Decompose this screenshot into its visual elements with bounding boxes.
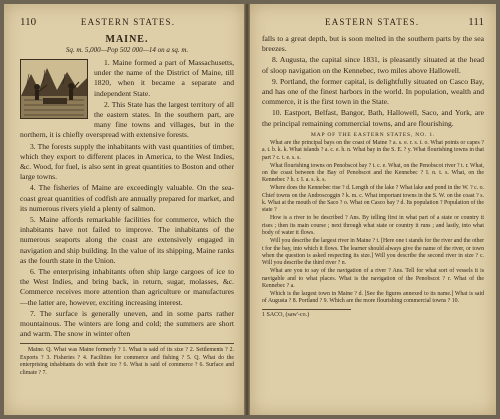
map-question-6: What are you to say of the navigation of a river ? Ans. Tell for what sort of vessels it is navigable and to what places. What is the navigation of the Penobscot ? r. What of the Kennebec ? a. <box>262 268 484 290</box>
review-questions: Maine. Q. What was Maine formerly ? 1. What is said of its size ? 2. Settlements ? 2. Exports ? 3. Fisheries ? 4. Facilities for commerce and fishing ? 5. Q. What do the enterprising inhabitants do with their ice ? 6. What is said of commerce ? 6. Surface and climate ? 7. <box>20 347 234 376</box>
section-subtitle: Sq. m. 5,000—Pop 502 000—14 on a sq. m. <box>65 46 189 54</box>
map-question-5: Will you describe the largest river in Maine ? t. [Here one t stands for the river and the other t for the bay, into which it flows. The learner should always give the name of the river, or town when the question is asked respecting its size.] Will you describe the second river in size ? c. Will you describe the third river ? n. <box>262 238 484 267</box>
left-paragraph-2: 2. This State has the largest territory of all the eastern states. In the southern part, are many fine towns and villages, but in the northern, it is chiefly overspread with extensive forests. <box>20 99 234 140</box>
left-paragraph-7: 7. The surface is generally uneven, and in some parts rather mountainous. The winters are long and cold; the summers are short and warm. The snow in winter often <box>20 308 234 339</box>
running-head-right: EASTERN STATES. <box>325 17 420 27</box>
right-paragraph-4: 10. Eastport, Belfast, Bangor, Bath, Hallowell, Saco, and York, are the principal remaining commercial towns, and are flourishing. <box>262 108 484 128</box>
map-question-7: Which is the largest town in Maine ? d. [See the figures annexed to its name.] What is said of Augusta ? 8. Portland ? 9. Which are the more flourishing commercial towns ? 10. <box>262 290 484 305</box>
left-paragraph-3: 3. The forests supply the inhabitants with vast quantities of timber, which they export to different places in America, to the West Indies, &c. Wood, for fuel, is also sent in great quantities to Boston and other large towns. <box>20 141 234 182</box>
right-paragraph-2: 8. Augusta, the capital since 1831, is pleasantly situated at the head of sloop navigation on the Kennebec, two miles above Hallowell. <box>262 55 484 75</box>
engraving-of-lumbermen-icon <box>20 59 88 119</box>
right-running-head <box>262 16 484 28</box>
map-questions <box>262 140 484 306</box>
left-body <box>20 58 234 339</box>
map-question-3: Where does the Kennebec rise ? d. Length of the lake ? What lake and pond in the W. ? c. o. Chief towns on the Androscoggin ? k. m. c. What important towns in the S. W. on the coast ? s. k. What at the mouth of the Saco ? o. What on Casco bay ? d. Its population ? Population of the state ? <box>262 185 484 214</box>
right-page <box>250 4 496 415</box>
section-title: MAINE. <box>105 34 149 45</box>
questions-divider <box>20 343 234 344</box>
footnote: 1 SACO, (saw'-co.) <box>262 311 310 318</box>
right-paragraph-1: falls to a great depth, but is soon melted in the southern parts by the sea breezes. <box>262 34 484 54</box>
right-paragraph-3: 9. Portland, the former capital, is delightfully situated on Casco Bay, and has one of the finest harbors in the world. In population, wealth and commerce, it is the first town in the State. <box>262 76 484 107</box>
left-page <box>4 4 244 415</box>
left-paragraph-4: 4. The fisheries of Maine are exceedingly valuable. On the sea-coast great quantities of codfish are annually prepared for market, and its numerous rivers yield a plenty of salmon. <box>20 183 234 213</box>
map-question-1: What are the principal bays on the coast of Maine ? a. s. e. r. s. t. o. What points or capes ? a. t. b. k. k. What islands ? a. c. e. h. n. What bay in the S. E. ? y. What flourishing towns in that part ? c. t. e. s. s. <box>262 139 484 161</box>
map-question-2: What flourishing towns on Penobscot bay ? t. c. e. What, on the Penobscot river ? t. r. What, on the coast between the Bay of Penobscot and the Kennebec ? I. n. t. s. What, on the Kennebec ? h. r. I. a. s. k. s. <box>262 162 484 184</box>
page-number-right: 111 <box>468 16 484 28</box>
left-paragraph-1: 1. Maine formed a part of Massachusetts, under the name of the District of Maine, till 1820, when it became a separate and independent State. <box>94 58 234 98</box>
page-number-left: 110 <box>20 16 37 28</box>
right-body <box>262 34 484 129</box>
left-questions <box>20 347 234 377</box>
map-question-4: How is a river to be described ? Ans. By telling first in what part of a state or country it rises ; then its main course ; next through what state or country it runs ; and lastly, into what body of water it flows. <box>262 215 484 237</box>
left-running-head <box>20 16 234 28</box>
left-paragraph-6: 6. The enterprising inhabitants often ship large cargoes of ice to the West Indies, and bring back, in return, sugar, molasses, &c. Commerce receives more attention than agriculture or manufactures—the latter are, however, exciting increasing interest. <box>20 267 234 307</box>
map-heading: MAP OF THE EASTERN STATES, NO. 1. <box>310 131 436 138</box>
left-paragraph-5: 5. Maine affords remarkable facilities for commerce, which the inhabitants have not failed to improve. The inhabitants of the numerous seaports along the coast are extensively engaged in navigation and ship building. In the value of its shipping, Maine ranks as the fourth state in the Union. <box>20 215 234 265</box>
running-head-left: EASTERN STATES. <box>80 17 176 27</box>
footnote-divider <box>262 309 351 310</box>
